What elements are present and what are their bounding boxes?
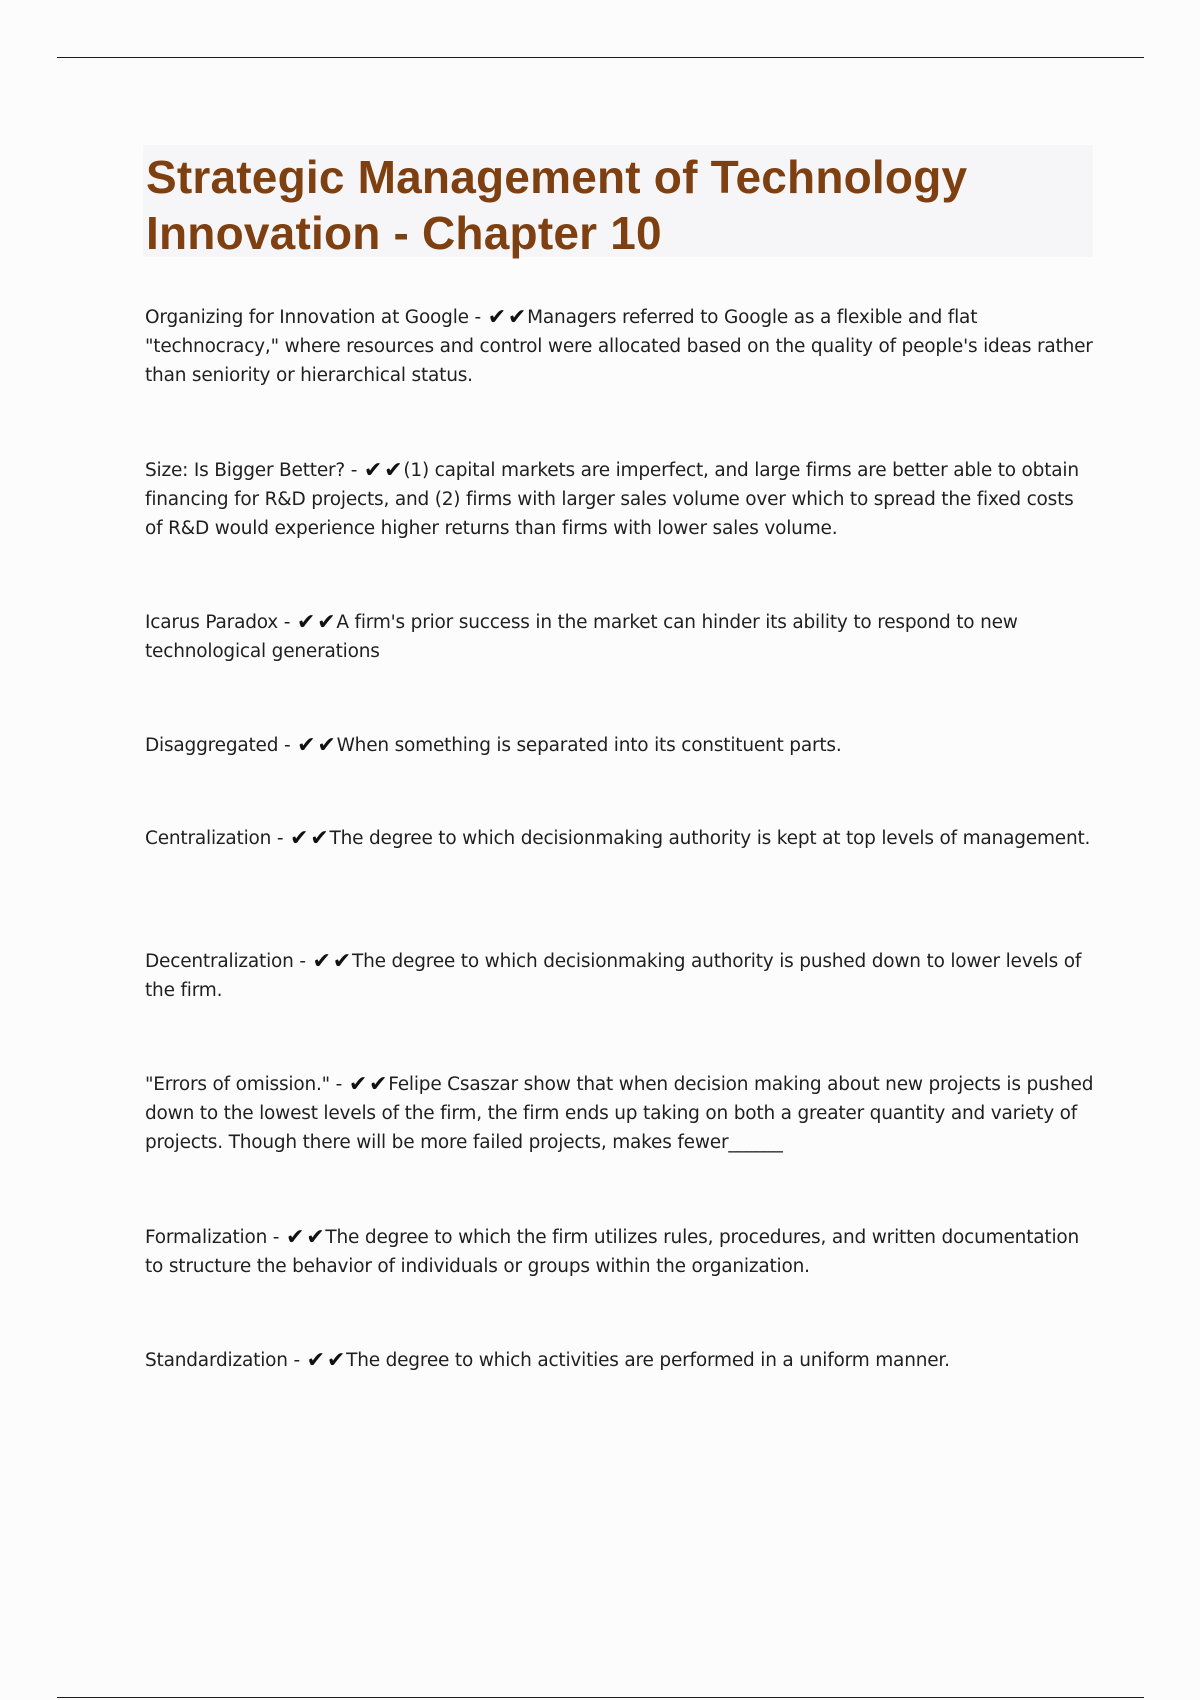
entry-definition: The degree to which activities are performed in a uniform manner.: [346, 1350, 950, 1371]
entry-term: Standardization -: [145, 1350, 306, 1371]
checkmark-icon: ✔: [384, 458, 403, 483]
entry-definition: When something is separated into its constituent parts.: [336, 735, 842, 756]
entry-definition: The degree to which decisionmaking authority is pushed down to lower levels of the firm.: [145, 951, 1082, 1001]
entry-icarus-paradox: [145, 608, 1095, 666]
entry-disaggregated: [145, 731, 1095, 760]
entry-definition: Managers referred to Google as a flexible and flat "technocracy," where resources and control were allocated based on the quality of people's ideas rather than seniority or hierarchical status.: [145, 307, 1093, 386]
entry-definition: (1) capital markets are imperfect, and large firms are better able to obtain financing for R&D projects, and (2) firms with larger sales volume over which to spread the fixed costs of R&D would experience higher returns than firms with lower sales volume.: [145, 460, 1079, 539]
bottom-rule: [57, 1697, 1144, 1698]
entry-term: Size: Is Bigger Better? -: [145, 460, 363, 481]
entry-definition: The degree to which decisionmaking authority is kept at top levels of management.: [329, 828, 1091, 849]
entry-errors-of-omission: [145, 1070, 1095, 1157]
entry-term: Formalization -: [145, 1227, 285, 1248]
checkmark-icon: ✔: [306, 1225, 325, 1250]
entry-term: Icarus Paradox -: [145, 612, 296, 633]
checkmark-icon: ✔: [332, 949, 351, 974]
checkmark-icon: ✔: [296, 610, 316, 635]
checkmark-icon: ✔: [326, 1348, 346, 1373]
entry-term: Decentralization -: [145, 951, 312, 972]
checkmark-icon: ✔: [363, 458, 383, 483]
checkmark-icon: ✔: [369, 1072, 388, 1097]
checkmark-icon: ✔: [310, 826, 329, 851]
checkmark-icon: ✔: [285, 1225, 305, 1250]
entry-centralization: [145, 824, 1095, 853]
entry-definition: Felipe Csaszar show that when decision making about new projects is pushed down to the lowest levels of the firm, the firm ends up taking on both a greater quantity and variety of projects. Though there will be more failed projects, makes fewer______: [145, 1074, 1094, 1153]
entry-term: Centralization -: [145, 828, 290, 849]
top-rule: [57, 57, 1144, 58]
entry-definition: The degree to which the firm utilizes rules, procedures, and written documentation to structure the behavior of individuals or groups within the organization.: [145, 1227, 1080, 1277]
checkmark-icon: ✔: [507, 305, 527, 330]
checkmark-icon: ✔: [290, 826, 309, 851]
entry-size-bigger-better: [145, 456, 1095, 543]
entry-organizing-for-innovation: [145, 303, 1095, 390]
entry-term: Organizing for Innovation at Google -: [145, 307, 487, 328]
entry-definition: A firm's prior success in the market can hinder its ability to respond to new technological generations: [145, 612, 1018, 662]
document-title: Strategic Management of Technology Innovation - Chapter 10: [146, 151, 968, 259]
checkmark-icon: ✔: [317, 733, 336, 758]
checkmark-icon: ✔: [297, 733, 316, 758]
checkmark-icon: ✔: [348, 1072, 368, 1097]
entry-standardization: [145, 1346, 1095, 1375]
title-block: [143, 145, 1093, 257]
checkmark-icon: ✔: [312, 949, 331, 974]
checkmark-icon: ✔: [306, 1348, 325, 1373]
entry-decentralization: [145, 947, 1095, 1005]
entry-term: "Errors of omission." -: [145, 1074, 348, 1095]
entry-formalization: [145, 1223, 1095, 1281]
entry-term: Disaggregated -: [145, 735, 297, 756]
checkmark-icon: ✔: [317, 610, 336, 635]
checkmark-icon: ✔: [487, 305, 506, 330]
